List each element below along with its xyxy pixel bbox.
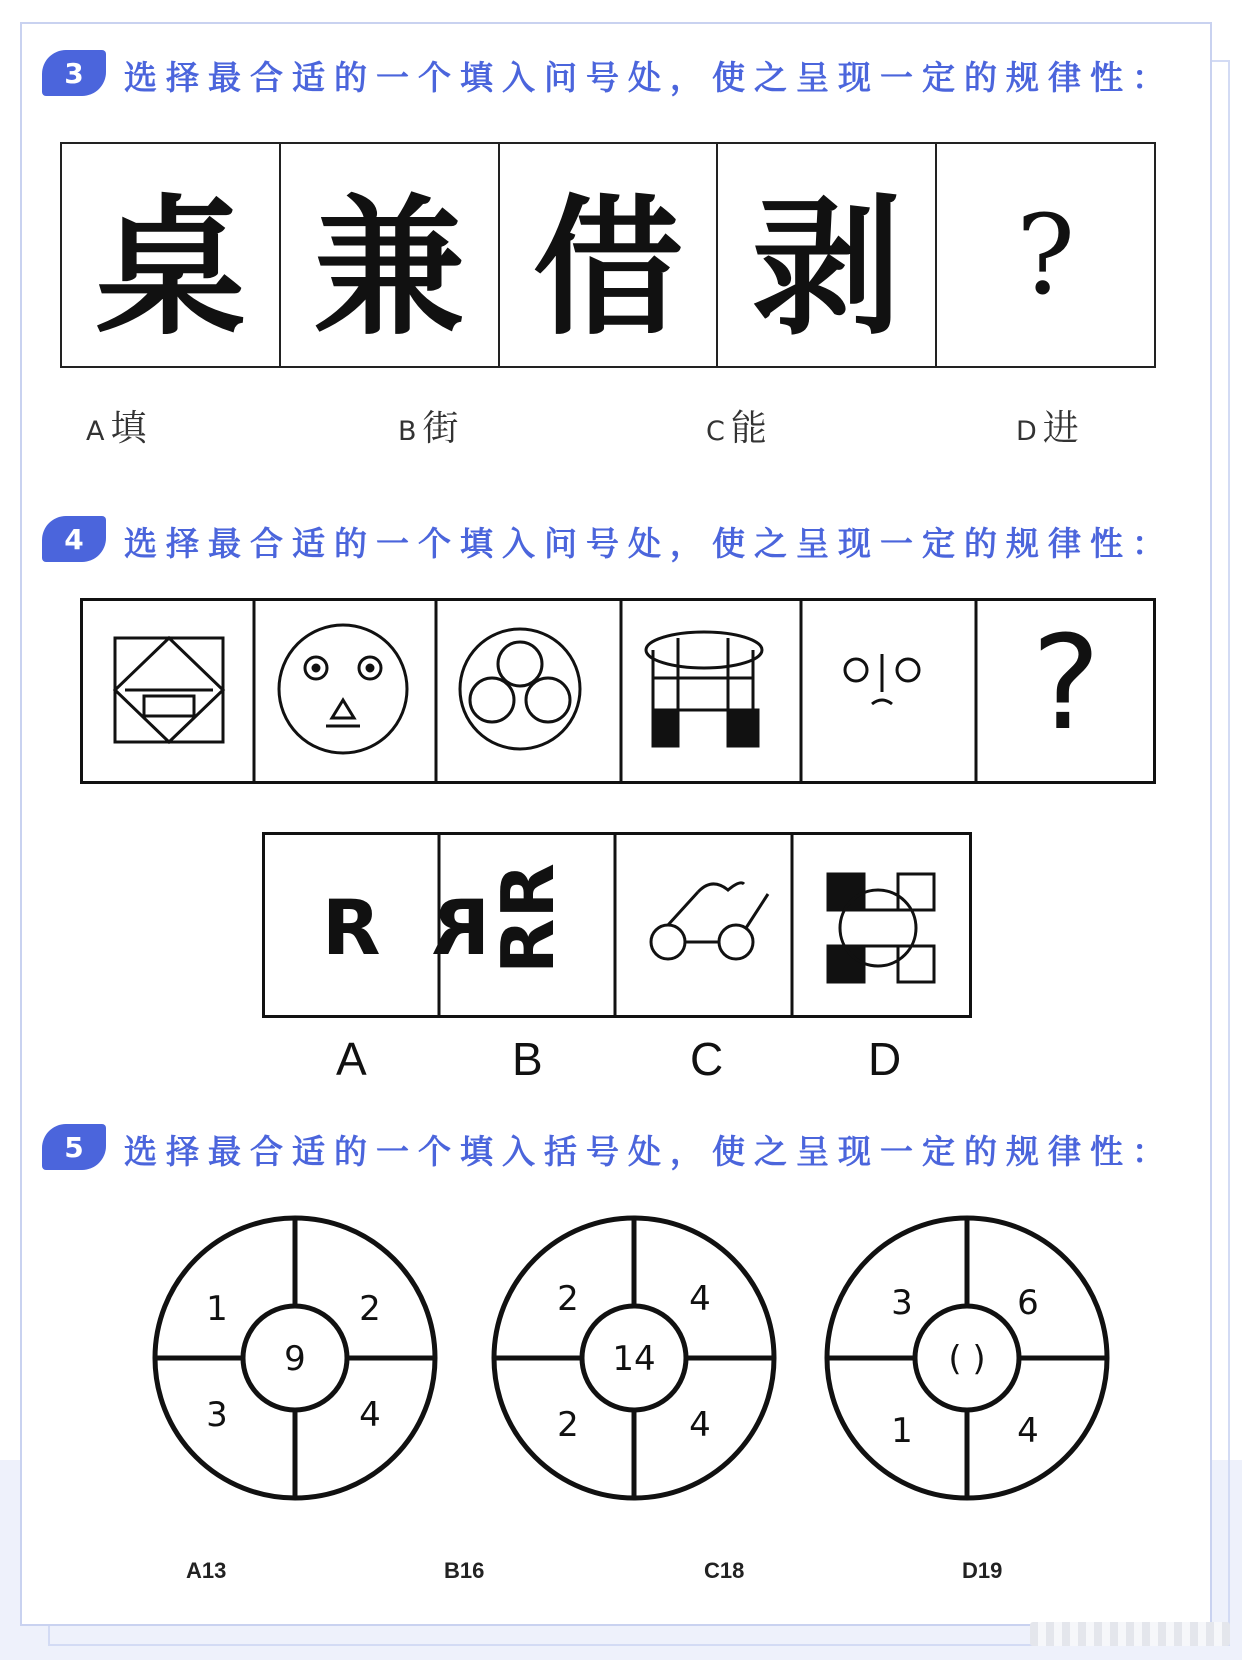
q5-option-a[interactable]: A13 bbox=[186, 1558, 227, 1583]
face-circle-figure bbox=[279, 625, 407, 753]
q5-w1-bl: 3 bbox=[206, 1395, 228, 1435]
q5-option-d[interactable]: D19 bbox=[962, 1558, 1003, 1583]
q4-option-b-rotated-text: RR bbox=[486, 863, 570, 974]
q3-option-b-char: 街 bbox=[422, 408, 459, 449]
mini-face-figure bbox=[845, 654, 919, 704]
q3-option-a[interactable] bbox=[86, 400, 147, 451]
q5-w2-tr: 4 bbox=[689, 1279, 711, 1319]
q5-w1-center: 9 bbox=[284, 1339, 306, 1379]
q3-question-mark: ? bbox=[1016, 191, 1076, 319]
q4-sequence-frame bbox=[82, 600, 1155, 783]
q3-cell-3 bbox=[500, 144, 719, 366]
question-3-badge: 3 bbox=[42, 50, 106, 96]
q4-option-a[interactable]: A bbox=[336, 1033, 367, 1085]
q3-char-4: 剥 bbox=[751, 180, 902, 356]
q5-w2-tl: 2 bbox=[557, 1279, 579, 1319]
q4-option-a-mirrored-r: R bbox=[431, 883, 490, 972]
q5-option-b[interactable]: B16 bbox=[444, 1558, 485, 1583]
q5-w3-center: ( ) bbox=[948, 1339, 986, 1379]
q3-option-b-letter: B bbox=[398, 416, 417, 447]
q3-option-c-letter: C bbox=[706, 416, 725, 447]
q3-option-b[interactable] bbox=[398, 400, 459, 451]
q3-char-1: 桌 bbox=[95, 180, 246, 356]
q3-option-d[interactable] bbox=[1016, 400, 1079, 451]
horizontal-scrollbar[interactable] bbox=[1030, 1622, 1230, 1646]
question-4-badge: 4 bbox=[42, 516, 106, 562]
q5-w2-center: 14 bbox=[612, 1339, 656, 1379]
q5-w3-bl: 1 bbox=[891, 1411, 913, 1451]
q4-option-b[interactable]: B bbox=[512, 1033, 543, 1085]
q4-option-a-figure[interactable] bbox=[322, 883, 490, 972]
q4-option-b-figure[interactable] bbox=[486, 863, 570, 974]
q5-wheels bbox=[140, 1208, 1120, 1518]
q4-option-d-figure[interactable] bbox=[828, 874, 934, 982]
q4-sequence-figures bbox=[80, 598, 1156, 784]
question-4-text: 选择最合适的一个填入问号处，使之呈现一定的规律性： bbox=[124, 524, 1174, 563]
q4-option-a-letter-r: R bbox=[322, 883, 381, 972]
question-3-text: 选择最合适的一个填入问号处，使之呈现一定的规律性： bbox=[124, 58, 1174, 97]
question-5-badge: 5 bbox=[42, 1124, 106, 1170]
ellipse-squares-figure bbox=[646, 632, 762, 746]
q4-question-mark: ? bbox=[1031, 607, 1101, 759]
q4-option-c-figure[interactable] bbox=[651, 883, 768, 959]
q5-w1-tl: 1 bbox=[206, 1289, 228, 1329]
q5-w1-tr: 2 bbox=[359, 1289, 381, 1329]
q3-cell-2 bbox=[281, 144, 500, 366]
q4-option-d[interactable]: D bbox=[868, 1033, 902, 1085]
q3-cell-1 bbox=[62, 144, 281, 366]
q3-option-d-char: 进 bbox=[1042, 408, 1079, 449]
q5-w3-br: 4 bbox=[1017, 1411, 1039, 1451]
square-diamond-rectangle-figure bbox=[115, 638, 223, 742]
q4-option-figures bbox=[262, 832, 972, 1018]
q5-w1-br: 4 bbox=[359, 1395, 381, 1435]
three-circles-figure bbox=[460, 629, 580, 749]
q3-cell-5 bbox=[937, 144, 1154, 366]
q3-option-c[interactable] bbox=[706, 400, 767, 451]
q3-cell-4 bbox=[718, 144, 937, 366]
q3-option-d-letter: D bbox=[1016, 416, 1037, 447]
q5-w2-br: 4 bbox=[689, 1405, 711, 1445]
q3-option-a-letter: A bbox=[86, 416, 105, 447]
q5-w3-tl: 3 bbox=[891, 1283, 913, 1323]
q5-option-c[interactable]: C18 bbox=[704, 1558, 745, 1583]
q3-char-2: 兼 bbox=[314, 180, 465, 356]
q3-char-3: 借 bbox=[532, 180, 683, 356]
q3-sequence-grid bbox=[60, 142, 1156, 368]
q3-option-a-char: 填 bbox=[110, 408, 147, 449]
q3-option-c-char: 能 bbox=[730, 408, 767, 449]
q4-option-c[interactable]: C bbox=[690, 1033, 724, 1085]
q5-w3-tr: 6 bbox=[1017, 1283, 1039, 1323]
question-5-text: 选择最合适的一个填入括号处，使之呈现一定的规律性： bbox=[124, 1132, 1174, 1171]
q5-w2-bl: 2 bbox=[557, 1405, 579, 1445]
